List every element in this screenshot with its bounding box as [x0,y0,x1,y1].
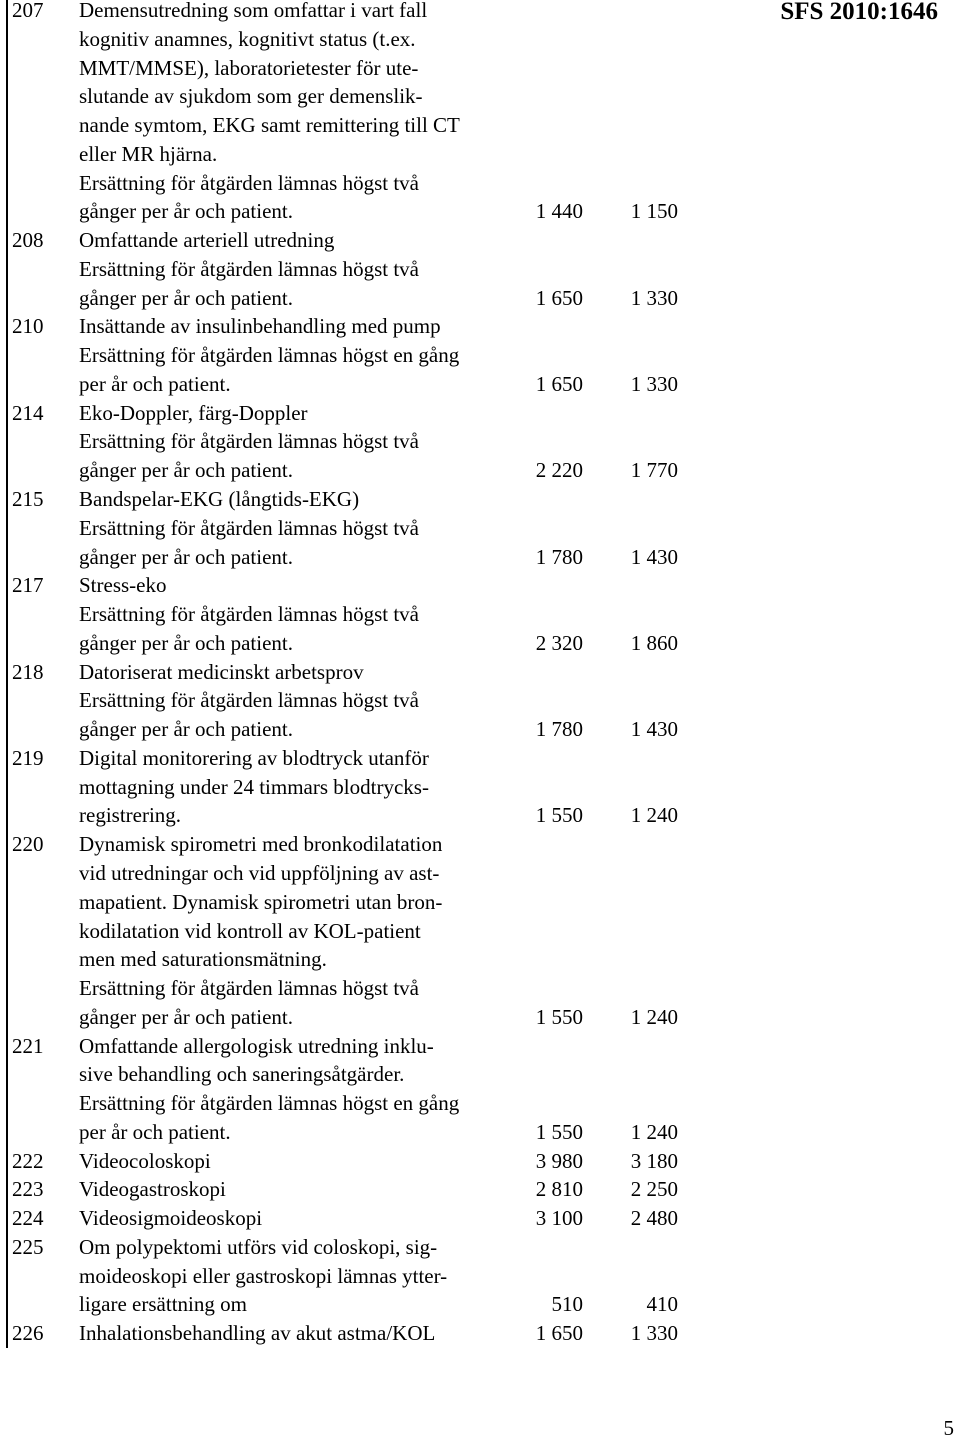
tariff-entry [0,0,700,226]
entry-line [0,744,700,773]
tariff-description-line: Ersättning för åtgärden lämnas högst två [79,976,419,1001]
tariff-description-line: moideoskopi eller gastroskopi lämnas ytter- [79,1263,448,1288]
entry-line [0,485,700,514]
tariff-description-line: eller MR hjärna. [79,141,218,166]
entry-line [0,169,700,198]
tariff-description-line: Videosigmoideoskopi [79,1206,263,1231]
tariff-entry [0,1319,700,1348]
entry-line [0,600,700,629]
sfs-number-header: SFS 2010:1646 [780,0,938,25]
tariff-description-line: Omfattande arteriell utredning [79,228,335,253]
tariff-amount-1: 1 780 [535,544,583,569]
tariff-description-line: sive behandling och saneringsåtgärder. [79,1062,405,1087]
tariff-description-line: Om polypektomi utförs vid coloskopi, sig- [79,1234,438,1259]
tariff-description-line: Inhalationsbehandling av akut astma/KOL [79,1321,436,1346]
tariff-amount-2: 3 180 [630,1148,678,1173]
tariff-description-line: Videocoloskopi [79,1148,211,1173]
tariff-code: 222 [12,1148,44,1173]
tariff-description-line: MMT/MMSE), laboratorietester för ute- [79,55,419,80]
tariff-description-line: per år och patient. [79,1119,231,1144]
entry-line [0,1089,700,1118]
entry-line [0,773,700,802]
entry-line [0,111,700,140]
tariff-description-line: Ersättning för åtgärden lämnas högst en gång [79,1091,460,1116]
entry-line [0,1175,700,1204]
tariff-amount-1: 1 550 [535,1004,583,1029]
entry-line [0,686,700,715]
tariff-code: 221 [12,1033,44,1058]
tariff-code: 226 [12,1321,44,1346]
entry-line [0,54,700,83]
tariff-description-line: Ersättning för åtgärden lämnas högst två [79,688,419,713]
tariff-amount-2: 1 330 [630,1321,678,1346]
tariff-amount-2: 1 770 [630,458,678,483]
tariff-amount-1: 1 780 [535,717,583,742]
entry-line [0,1233,700,1262]
tariff-entry [0,571,700,657]
entry-line [0,1003,700,1032]
tariff-code: 223 [12,1177,44,1202]
tariff-code: 217 [12,573,44,598]
entry-line [0,341,700,370]
tariff-entry [0,1032,700,1147]
tariff-description-line: ligare ersättning om [79,1292,247,1317]
tariff-amount-1: 1 550 [535,803,583,828]
entry-line [0,1290,700,1319]
entry-line [0,974,700,1003]
tariff-amount-2: 1 330 [630,371,678,396]
tariff-description-line: Bandspelar-EKG (långtids-EKG) [79,487,360,512]
tariff-description-line: vid utredningar och vid uppföljning av ast- [79,860,440,885]
entry-line [0,82,700,111]
tariff-description-line: gånger per år och patient. [79,630,293,655]
tariff-description-line: Eko-Doppler, färg-Doppler [79,400,308,425]
entry-line [0,830,700,859]
tariff-description-line: Ersättning för åtgärden lämnas högst två [79,256,419,281]
tariff-description-line: Ersättning för åtgärden lämnas högst en gång [79,343,460,368]
tariff-code: 208 [12,228,44,253]
tariff-entry [0,312,700,398]
tariff-description-line: registrering. [79,803,182,828]
tariff-amount-1: 2 220 [535,458,583,483]
tariff-entry [0,1147,700,1176]
entry-line [0,284,700,313]
tariff-description-line: mottagning under 24 timmars blodtrycks- [79,774,429,799]
tariff-code: 224 [12,1206,44,1231]
tariff-description-line: Ersättning för åtgärden lämnas högst två [79,170,419,195]
tariff-amount-2: 1 240 [630,803,678,828]
entry-line [0,1262,700,1291]
tariff-code: 210 [12,314,44,339]
tariff-description-line: gånger per år och patient. [79,199,293,224]
tariff-amount-1: 1 650 [535,1321,583,1346]
entry-line [0,859,700,888]
entry-line [0,197,700,226]
tariff-entry [0,744,700,830]
tariff-description-line: Digital monitorering av blodtryck utanför [79,745,429,770]
tariff-code: 218 [12,659,44,684]
tariff-description-line: Stress-eko [79,573,167,598]
tariff-code: 225 [12,1234,44,1259]
tariff-entry [0,485,700,571]
tariff-amount-2: 1 430 [630,717,678,742]
tariff-code: 207 [12,0,44,22]
tariff-description-line: kognitiv anamnes, kognitivt status (t.ex. [79,26,416,51]
tariff-description-line: men med saturationsmätning. [79,947,327,972]
tariff-amount-2: 2 250 [630,1177,678,1202]
page-number: 5 [943,1416,954,1440]
tariff-amount-2: 1 240 [630,1004,678,1029]
tariff-description-line: gånger per år och patient. [79,285,293,310]
tariff-description-line: slutande av sjukdom som ger demenslik- [79,84,423,109]
tariff-amount-1: 2 320 [535,630,583,655]
tariff-amount-1: 510 [551,1292,583,1317]
entry-line [0,629,700,658]
tariff-entry [0,1175,700,1204]
entry-line [0,917,700,946]
entry-line [0,140,700,169]
entry-line [0,1118,700,1147]
entry-line [0,1204,700,1233]
tariff-description-line: kodilatation vid kontroll av KOL-patient [79,918,421,943]
entry-line [0,801,700,830]
tariff-amount-1: 1 650 [535,285,583,310]
tariff-amount-1: 2 810 [535,1177,583,1202]
tariff-amount-1: 3 100 [535,1206,583,1231]
entry-line [0,888,700,917]
entry-line [0,427,700,456]
tariff-amount-1: 1 550 [535,1119,583,1144]
tariff-description-line: Insättande av insulinbehandling med pump [79,314,441,339]
entry-line [0,399,700,428]
tariff-amount-2: 1 860 [630,630,678,655]
tariff-description-line: gånger per år och patient. [79,1004,293,1029]
tariff-entry [0,830,700,1031]
tariff-code: 214 [12,400,44,425]
tariff-amount-1: 1 650 [535,371,583,396]
tariff-amount-1: 1 440 [535,199,583,224]
tariff-entry [0,1233,700,1319]
tariff-amount-2: 1 150 [630,199,678,224]
entry-line [0,1060,700,1089]
tariff-description-line: nande symtom, EKG samt remittering till CT [79,113,460,138]
tariff-entry [0,226,700,312]
tariff-description-line: per år och patient. [79,371,231,396]
tariff-description-line: Ersättning för åtgärden lämnas högst två [79,602,419,627]
entry-line [0,715,700,744]
tariff-code: 215 [12,487,44,512]
tariff-description-line: Ersättning för åtgärden lämnas högst två [79,429,419,454]
tariff-description-line: mapatient. Dynamisk spirometri utan bron- [79,889,443,914]
tariff-amount-2: 1 330 [630,285,678,310]
entry-line [0,226,700,255]
tariff-description-line: Ersättning för åtgärden lämnas högst två [79,515,419,540]
tariff-amount-2: 1 430 [630,544,678,569]
entry-line [0,255,700,284]
entry-line [0,312,700,341]
tariff-code: 219 [12,745,44,770]
tariff-entry [0,658,700,744]
entry-line [0,514,700,543]
tariff-amount-2: 410 [646,1292,678,1317]
tariff-entry [0,1204,700,1233]
tariff-description-line: gånger per år och patient. [79,717,293,742]
tariff-description-line: Omfattande allergologisk utredning inklu- [79,1033,434,1058]
tariff-amount-2: 2 480 [630,1206,678,1231]
tariff-entry [0,399,700,485]
tariff-description-line: Datoriserat medicinskt arbetsprov [79,659,364,684]
tariff-description-line: gånger per år och patient. [79,544,293,569]
tariff-description-line: Dynamisk spirometri med bronkodilatation [79,832,443,857]
tariff-amount-1: 3 980 [535,1148,583,1173]
entry-line [0,571,700,600]
tariff-description-line: Demensutredning som omfattar i vart fall [79,0,428,22]
entry-line [0,658,700,687]
entry-line [0,543,700,572]
tariff-description-line: gånger per år och patient. [79,458,293,483]
entry-line [0,456,700,485]
entry-line [0,1147,700,1176]
entry-line [0,25,700,54]
entry-line [0,0,700,25]
entry-line [0,370,700,399]
entry-line [0,945,700,974]
entry-line [0,1319,700,1348]
tariff-amount-2: 1 240 [630,1119,678,1144]
tariff-description-line: Videogastroskopi [79,1177,226,1202]
tariff-code: 220 [12,832,44,857]
entry-line [0,1032,700,1061]
